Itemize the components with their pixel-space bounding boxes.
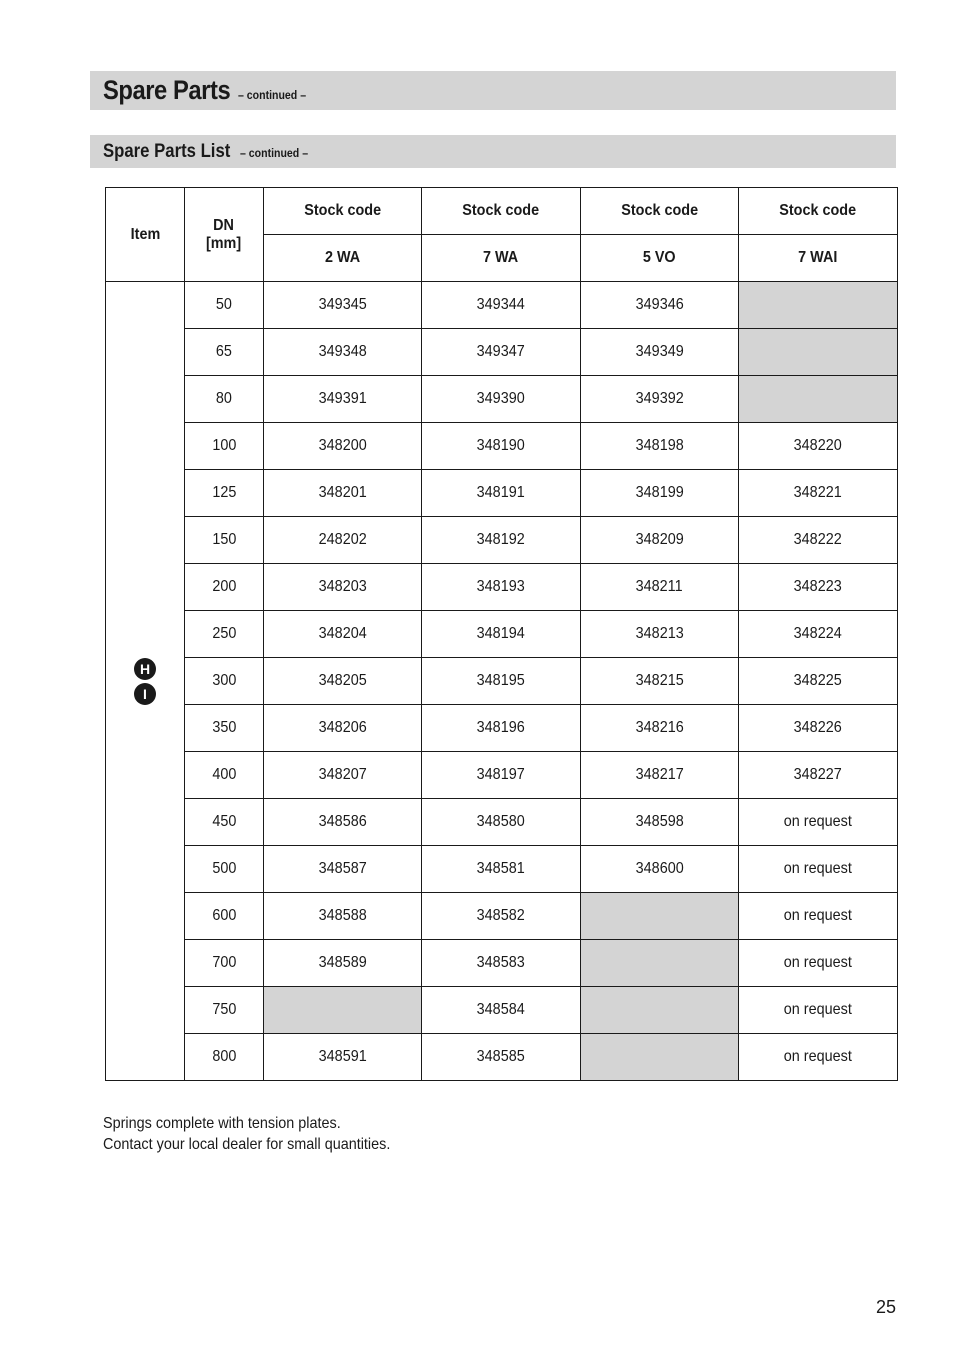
- dn-cell: 80: [185, 376, 264, 423]
- stock-code-cell: 348205: [264, 658, 422, 705]
- stock-code-cell: [581, 940, 739, 987]
- dn-cell: 350: [185, 705, 264, 752]
- table-row: [106, 329, 898, 376]
- stock-code-cell: 348192: [422, 517, 581, 564]
- stock-code-cell: 348589: [264, 940, 422, 987]
- item-cell: [106, 282, 185, 1081]
- stock-code-cell: 348584: [422, 987, 581, 1034]
- dn-cell: 250: [185, 611, 264, 658]
- stock-code-cell: 248202: [264, 517, 422, 564]
- stock-code-header: Stock code: [422, 188, 581, 235]
- stock-code-cell: 348194: [422, 611, 581, 658]
- dn-cell: 65: [185, 329, 264, 376]
- stock-code-cell: on request: [739, 987, 898, 1034]
- dn-cell: 50: [185, 282, 264, 329]
- subsection-title: Spare Parts List: [103, 141, 231, 162]
- stock-code-cell: 348225: [739, 658, 898, 705]
- stock-code-cell: [581, 1034, 739, 1081]
- stock-code-cell: 348199: [581, 470, 739, 517]
- footnote: Contact your local dealer for small quantities.: [103, 1136, 391, 1153]
- stock-code-cell: 349390: [422, 376, 581, 423]
- stock-code-cell: on request: [739, 1034, 898, 1081]
- stock-code-cell: 348191: [422, 470, 581, 517]
- table-row: [106, 423, 898, 470]
- stock-code-cell: 348190: [422, 423, 581, 470]
- stock-code-cell: 348586: [264, 799, 422, 846]
- stock-code-cell: 348216: [581, 705, 739, 752]
- table-row: [106, 470, 898, 517]
- dn-cell: 400: [185, 752, 264, 799]
- table-row: [106, 705, 898, 752]
- stock-code-cell: 348197: [422, 752, 581, 799]
- dn-cell: 600: [185, 893, 264, 940]
- footnote: Springs complete with tension plates.: [103, 1115, 341, 1132]
- subsection-title-band: [90, 135, 896, 168]
- table-row: [106, 611, 898, 658]
- stock-code-cell: on request: [739, 846, 898, 893]
- stock-code-cell: 349349: [581, 329, 739, 376]
- dn-cell: 100: [185, 423, 264, 470]
- dn-cell: 800: [185, 1034, 264, 1081]
- stock-code-cell: 348227: [739, 752, 898, 799]
- stock-code-cell: 348204: [264, 611, 422, 658]
- stock-code-cell: 348196: [422, 705, 581, 752]
- table-row: [106, 517, 898, 564]
- variant-header: 7 WAI: [739, 235, 898, 282]
- stock-code-header: Stock code: [739, 188, 898, 235]
- stock-code-cell: 348226: [739, 705, 898, 752]
- table-row: [106, 799, 898, 846]
- stock-code-cell: 349348: [264, 329, 422, 376]
- stock-code-cell: 349345: [264, 282, 422, 329]
- stock-code-cell: 348591: [264, 1034, 422, 1081]
- stock-code-cell: 348581: [422, 846, 581, 893]
- stock-code-cell: 348587: [264, 846, 422, 893]
- stock-code-cell: [581, 987, 739, 1034]
- stock-code-cell: on request: [739, 940, 898, 987]
- table-row: [106, 564, 898, 611]
- dn-header: DN [mm]: [185, 188, 264, 282]
- table-row: [106, 940, 898, 987]
- stock-code-cell: on request: [739, 799, 898, 846]
- stock-code-cell: 348200: [264, 423, 422, 470]
- stock-code-cell: 348585: [422, 1034, 581, 1081]
- stock-code-cell: 348201: [264, 470, 422, 517]
- stock-code-cell: 348583: [422, 940, 581, 987]
- stock-code-cell: 348222: [739, 517, 898, 564]
- stock-code-cell: 348198: [581, 423, 739, 470]
- item-badge-icon: I: [134, 683, 156, 705]
- subsection-title-suffix: – continued –: [240, 146, 309, 160]
- stock-code-cell: 348213: [581, 611, 739, 658]
- stock-code-cell: 348224: [739, 611, 898, 658]
- dn-cell: 450: [185, 799, 264, 846]
- dn-cell: 125: [185, 470, 264, 517]
- dn-cell: 200: [185, 564, 264, 611]
- stock-code-cell: 348600: [581, 846, 739, 893]
- stock-code-header: Stock code: [581, 188, 739, 235]
- table-row: [106, 752, 898, 799]
- stock-code-cell: [264, 987, 422, 1034]
- stock-code-cell: 348195: [422, 658, 581, 705]
- stock-code-cell: 348206: [264, 705, 422, 752]
- table-row: [106, 376, 898, 423]
- table-row: [106, 282, 898, 329]
- stock-code-cell: 349346: [581, 282, 739, 329]
- stock-code-cell: 349392: [581, 376, 739, 423]
- table-row: [106, 893, 898, 940]
- page-number: 25: [876, 1297, 897, 1317]
- stock-code-cell: 348193: [422, 564, 581, 611]
- stock-code-cell: 348215: [581, 658, 739, 705]
- stock-code-cell: 348580: [422, 799, 581, 846]
- stock-code-cell: 348207: [264, 752, 422, 799]
- table-header-row: [106, 188, 898, 235]
- spare-parts-table: [105, 187, 898, 1081]
- stock-code-cell: 349344: [422, 282, 581, 329]
- stock-code-cell: 348588: [264, 893, 422, 940]
- item-header: Item: [106, 188, 185, 282]
- stock-code-cell: [739, 329, 898, 376]
- variant-header: 2 WA: [264, 235, 422, 282]
- variant-header: 5 VO: [581, 235, 739, 282]
- stock-code-cell: 349391: [264, 376, 422, 423]
- stock-code-cell: 348598: [581, 799, 739, 846]
- stock-code-cell: 348223: [739, 564, 898, 611]
- dn-cell: 750: [185, 987, 264, 1034]
- table-body: [106, 282, 898, 1081]
- stock-code-cell: [581, 893, 739, 940]
- dn-cell: 500: [185, 846, 264, 893]
- table-row: [106, 987, 898, 1034]
- stock-code-cell: [739, 376, 898, 423]
- stock-code-cell: 348221: [739, 470, 898, 517]
- item-badge-icon: H: [134, 658, 156, 680]
- stock-code-cell: 349347: [422, 329, 581, 376]
- stock-code-cell: on request: [739, 893, 898, 940]
- variant-header: 7 WA: [422, 235, 581, 282]
- table-row: [106, 658, 898, 705]
- dn-cell: 700: [185, 940, 264, 987]
- stock-code-cell: 348211: [581, 564, 739, 611]
- stock-code-header: Stock code: [264, 188, 422, 235]
- stock-code-cell: 348217: [581, 752, 739, 799]
- dn-cell: 150: [185, 517, 264, 564]
- page-title-suffix: – continued –: [238, 88, 307, 102]
- page-title: Spare Parts: [103, 75, 231, 105]
- table-row: [106, 1034, 898, 1081]
- stock-code-cell: 348209: [581, 517, 739, 564]
- section-title-band: [90, 71, 896, 110]
- stock-code-cell: 348582: [422, 893, 581, 940]
- stock-code-cell: 348220: [739, 423, 898, 470]
- dn-cell: 300: [185, 658, 264, 705]
- stock-code-cell: [739, 282, 898, 329]
- table-row: [106, 846, 898, 893]
- footnotes: [103, 1113, 422, 1155]
- stock-code-cell: 348203: [264, 564, 422, 611]
